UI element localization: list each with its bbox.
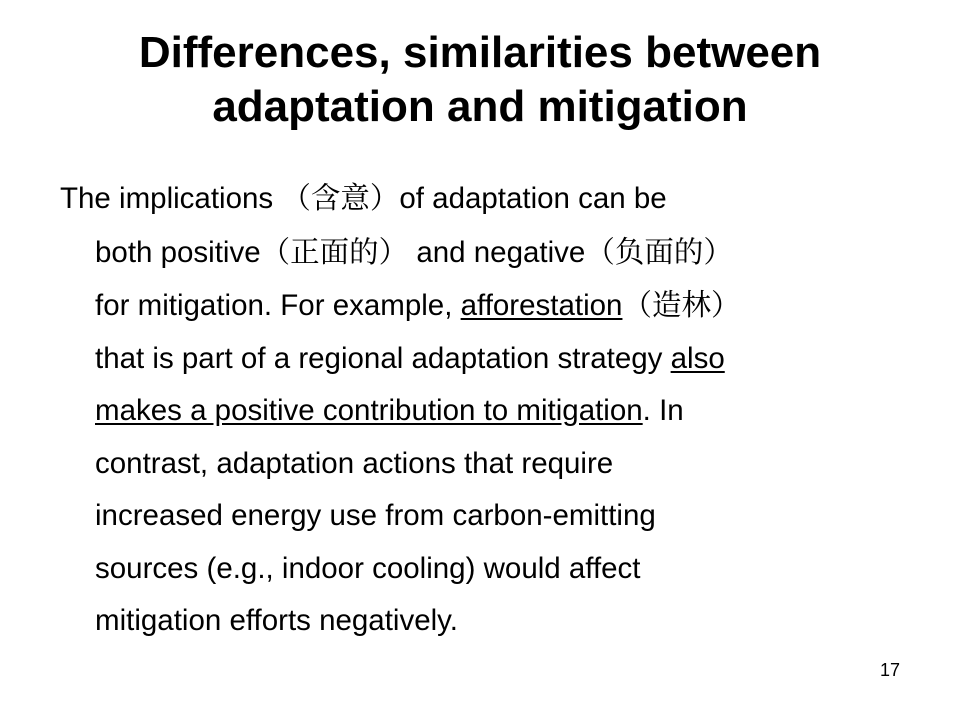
text-run: and negative <box>408 235 586 269</box>
chinese-gloss: （负面的） <box>585 234 733 269</box>
text-run: . In <box>642 394 684 427</box>
body-line <box>60 279 930 333</box>
text-run: for mitigation. For example, <box>95 289 461 322</box>
underlined-term: also <box>670 341 725 375</box>
body-line <box>60 385 930 438</box>
body-line <box>60 226 930 280</box>
text-run: that is part of a regional adaptation strategy <box>95 341 671 375</box>
chinese-gloss: （造林） <box>622 288 741 322</box>
chinese-gloss: （含意） <box>281 181 400 215</box>
page-number: 17 <box>879 660 900 680</box>
title-line: adaptation and mitigation <box>212 82 748 131</box>
body-line: contrast, adaptation actions that require <box>95 446 614 480</box>
text-run: both positive <box>95 235 261 269</box>
text-run: The implications <box>60 182 282 215</box>
body-line <box>60 172 930 226</box>
body-paragraph <box>60 172 930 648</box>
body-line <box>60 333 930 386</box>
body-line: sources (e.g., indoor cooling) would affect <box>95 551 641 585</box>
text-run: of adaptation can be <box>399 182 667 215</box>
body-line: mitigation efforts negatively. <box>95 604 458 637</box>
chinese-gloss: （正面的） <box>260 234 409 269</box>
underlined-term: makes a positive contribution to mitigation <box>95 394 643 427</box>
slide-title <box>0 26 960 134</box>
body-line: increased energy use from carbon-emitting <box>95 499 656 532</box>
underlined-term: afforestation <box>460 289 623 322</box>
title-line: Differences, similarities between <box>138 28 822 77</box>
